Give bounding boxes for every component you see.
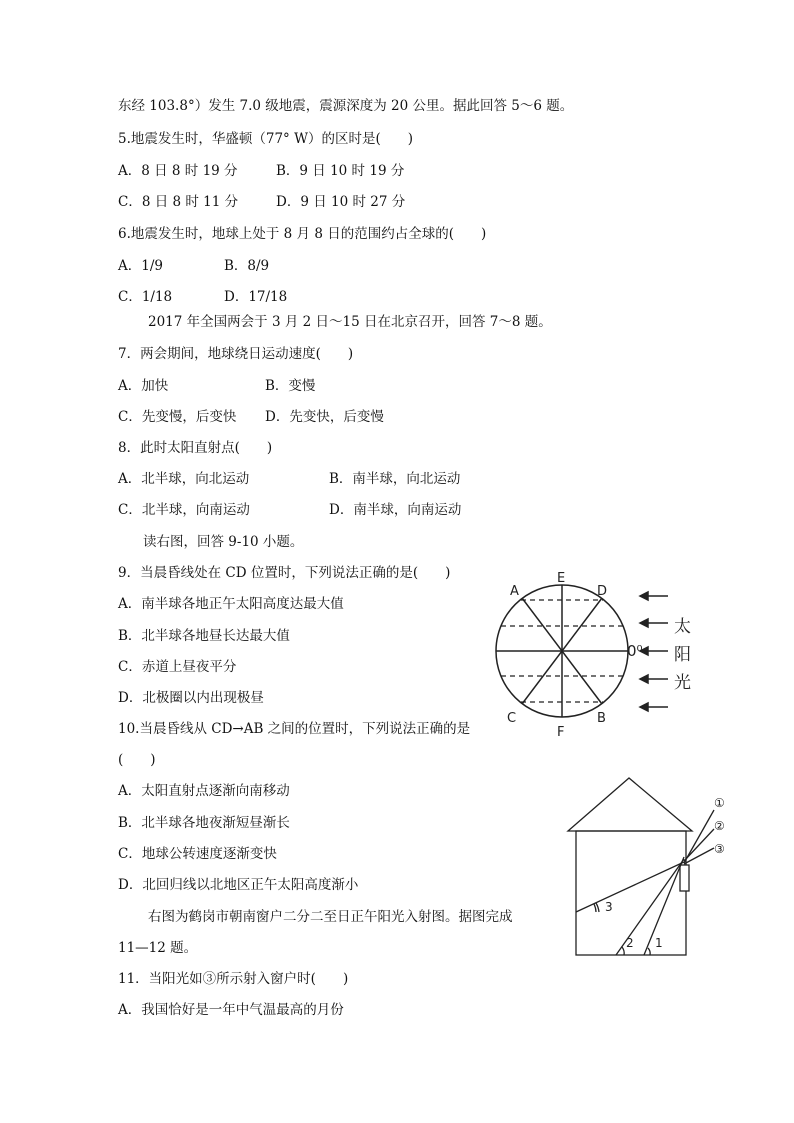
q9-option-b: B．北半球各地昼长达最大值 (118, 628, 290, 644)
arrow-icon (640, 675, 648, 683)
intro4-text-b: 11—12 题。 (118, 940, 198, 956)
q10-stem: 10.当晨昏线从 CD→AB 之间的位置时，下列说法正确的是 (118, 721, 471, 737)
q5-option-d: D．9 日 10 时 27 分 (276, 194, 406, 210)
q10-option-c: C．地球公转速度逐渐变快 (118, 846, 277, 862)
label-d: D (597, 584, 608, 599)
q8-option-b: B．南半球，向北运动 (329, 471, 461, 487)
q9-stem: 9．当晨昏线处在 CD 位置时，下列说法正确的是( ) (118, 565, 451, 581)
intro2-text: 2017 年全国两会于 3 月 2 日～15 日在北京召开，回答 7～8 题。 (148, 314, 552, 330)
label-sun-3: 光 (674, 673, 691, 693)
intro4-text-a: 右图为鹤岗市朝南窗户二分二至日正午阳光入射图。据图完成 (148, 909, 513, 925)
q6-stem: 6.地震发生时，地球上处于 8 月 8 日的范围约占全球的( ) (118, 226, 487, 242)
q7-option-d: D．先变快，后变慢 (265, 409, 384, 425)
q8-option-d: D．南半球，向南运动 (329, 502, 462, 518)
q6-option-d: D．17/18 (224, 289, 288, 305)
q5-stem: 5.地震发生时，华盛顿（77° W）的区时是( ) (118, 131, 414, 147)
intro-text: 东经 103.8°）发生 7.0 级地震，震源深度为 20 公里。据此回答 5～6 题。 (118, 98, 574, 114)
q5-option-c: C．8 日 8 时 11 分 (118, 194, 239, 210)
ray-3-line (576, 862, 684, 912)
q11-option-a: A．我国恰好是一年中气温最高的月份 (118, 1002, 344, 1018)
q9-option-c: C．赤道上昼夜平分 (118, 659, 237, 675)
label-f: F (557, 725, 565, 740)
ray-3-label: ③ (714, 842, 725, 856)
globe-diagram (490, 568, 700, 740)
q11-stem: 11．当阳光如③所示射入窗户时( ) (118, 971, 349, 987)
q5-option-b: B．9 日 10 时 19 分 (276, 163, 405, 179)
q7-stem: 7．两会期间，地球绕日运动速度( ) (118, 346, 354, 362)
q7-option-a: A．加快 (118, 378, 169, 394)
label-zero-degree: 0⁰ (627, 642, 643, 660)
label-e: E (557, 571, 566, 586)
q6-option-c: C．1/18 (118, 289, 173, 305)
label-sun-2: 阳 (674, 645, 691, 665)
q8-option-c: C．北半球，向南运动 (118, 502, 250, 518)
angle-2-label: 2 (626, 936, 634, 950)
house-roof (568, 778, 692, 831)
q10-option-b: B．北半球各地夜渐短昼渐长 (118, 815, 290, 831)
label-b: B (597, 711, 606, 726)
arrow-icon (640, 619, 648, 627)
q9-option-d: D．北极圈以内出现极昼 (118, 690, 264, 706)
angle-1-label: 1 (655, 936, 663, 950)
angle-3-label: 3 (605, 900, 613, 914)
q10-option-d: D．北回归线以北地区正午太阳高度渐小 (118, 877, 359, 893)
q6-option-b: B．8/9 (224, 258, 270, 274)
q8-stem: 8．此时太阳直射点( ) (118, 440, 273, 456)
intro3-text: 读右图，回答 9-10 小题。 (143, 534, 304, 550)
q6-option-a: A．1/9 (118, 258, 163, 274)
label-a: A (510, 584, 519, 599)
q7-option-c: C．先变慢，后变快 (118, 409, 237, 425)
q8-option-a: A．北半球，向北运动 (118, 471, 250, 487)
q10-option-a: A．太阳直射点逐渐向南移动 (118, 783, 290, 799)
q7-option-b: B．变慢 (265, 378, 316, 394)
window (680, 865, 689, 891)
arrow-icon (640, 703, 648, 711)
label-sun-1: 太 (674, 617, 691, 637)
label-c: C (507, 711, 517, 726)
arrow-icon (640, 592, 648, 600)
house-diagram (566, 775, 736, 960)
ray-1-label: ① (714, 796, 725, 810)
ray-2-label: ② (714, 819, 725, 833)
q10-paren: ( ) (118, 752, 156, 768)
q5-option-a: A．8 日 8 时 19 分 (118, 163, 238, 179)
q9-option-a: A．南半球各地正午太阳高度达最大值 (118, 596, 344, 612)
